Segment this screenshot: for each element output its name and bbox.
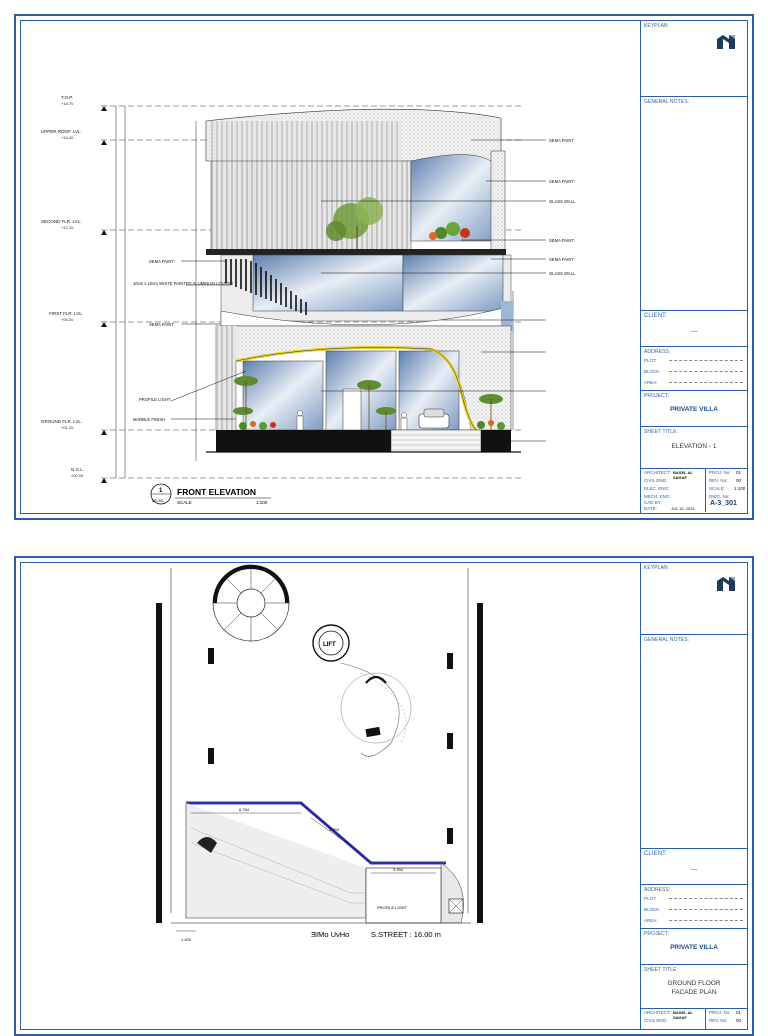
front-elevation-drawing — [21, 21, 635, 513]
sheet-title-value: GROUND FLOOR — [667, 980, 721, 987]
dwg-no-label: DWG. No: — [709, 494, 730, 499]
dim-label: 1.400 — [181, 937, 192, 942]
architect-label: ARCHITECT: — [644, 1010, 671, 1015]
level-name: T.O.P. — [61, 95, 73, 100]
entrance-door — [343, 389, 361, 430]
client-cell — [641, 311, 747, 347]
callout-label: SEMA PAINT — [149, 259, 174, 264]
area-label: AREA: — [644, 918, 658, 923]
project-cell — [641, 391, 747, 427]
client-value: --- — [690, 866, 698, 873]
callout-label: SEMA PAINT — [549, 257, 574, 262]
project-value: PRIVATE VILLA — [670, 944, 718, 951]
spiral-staircase — [213, 565, 289, 641]
ground-floor-facade-plan — [21, 563, 635, 1029]
callout-label: 10cm x 10cm WHITE PAINTED ALUMINUM LOUVER — [133, 281, 234, 286]
right-callouts — [549, 138, 576, 276]
level-name: GROUND FLR. LVL. — [41, 419, 83, 424]
mech-label: MECH. ENG: — [644, 494, 671, 499]
plot-label: PLOT: — [644, 896, 657, 901]
ground-glass-left — [243, 361, 323, 430]
view-title — [151, 484, 271, 505]
plan-svg — [21, 563, 635, 1029]
proj-no-label: PROJ. No: — [709, 1010, 731, 1015]
callout-label: GLASS WALL — [549, 199, 576, 204]
credits-cell — [641, 469, 747, 512]
view-number: 1 — [159, 488, 163, 494]
client-value: --- — [690, 328, 698, 335]
date-label: DATE: — [644, 506, 657, 511]
dwg-no-value: A-3_301 — [710, 500, 737, 507]
level-value: +12.20 — [61, 225, 74, 230]
architect-label: ARCHITECT: — [644, 470, 671, 475]
project-value: PRIVATE VILLA — [670, 406, 718, 413]
title-block — [640, 21, 747, 513]
view-ref: AR-301 — [152, 499, 164, 503]
company-logo-icon — [717, 35, 735, 49]
level-value: ±00.00 — [71, 473, 84, 478]
level-name: FIRST FLR. LVL. — [49, 311, 84, 316]
level-value: +01.20 — [61, 425, 74, 430]
street-label: S.STREET : 16.00 m — [371, 930, 441, 939]
lift-core — [313, 625, 349, 661]
credits-cell — [641, 1009, 747, 1029]
scale-label: SCALE: — [709, 486, 726, 491]
callout-label: SEMA PAINT — [149, 322, 174, 327]
garage-ramp — [391, 430, 481, 452]
block-label: BLOCK: — [644, 369, 661, 374]
sheet-title-label: SHEET TITLE: — [644, 967, 679, 973]
client-label: CLIENT: — [644, 313, 668, 319]
proj-no-value: 01 — [736, 470, 742, 475]
project-label: PROJECT: — [644, 393, 669, 399]
date-value: JUL 15, 2024 — [671, 506, 695, 511]
street-mirror-text: ƎIMo UvHo — [311, 930, 350, 939]
view-title-text: FRONT ELEVATION — [177, 487, 257, 497]
left-wall — [156, 603, 162, 923]
elevation-svg — [21, 21, 635, 513]
general-notes-label: GENERAL NOTES: — [644, 637, 690, 643]
title-block — [640, 563, 747, 1029]
right-wall — [477, 603, 483, 923]
dim-label: 3.094 — [329, 827, 340, 832]
address-cell — [641, 885, 747, 929]
scale-word: SCALE — [177, 500, 192, 505]
lift-label: LIFT — [323, 642, 336, 648]
level-name: SECOND FLR. LVL. — [41, 219, 82, 224]
columns — [208, 648, 453, 844]
sheet-title-cell — [641, 965, 747, 1009]
project-label: PROJECT: — [644, 931, 669, 937]
architect-value: BASEL AL SAHAF — [673, 1010, 693, 1020]
callout-label: PROFILE LIGHT — [139, 397, 171, 402]
address-label: ADDRESS: — [644, 349, 671, 355]
slab-line — [206, 249, 506, 255]
callout-label: SEMA PAINT — [549, 138, 574, 143]
level-labels — [41, 95, 84, 478]
rev-no-label: REV. No: — [709, 478, 728, 483]
sheet-title-value: ELEVATION - 1 — [671, 443, 717, 450]
rev-no-value: 00 — [736, 1018, 742, 1023]
keyplan-label: KEYPLAN — [644, 565, 668, 571]
callout-label: GLASS WALL — [549, 271, 576, 276]
general-notes-label: GENERAL NOTES: — [644, 99, 690, 105]
level-markers — [101, 106, 107, 483]
sheet-title-value: FACADE PLAN — [671, 989, 717, 996]
block-label: BLOCK: — [644, 907, 661, 912]
level-value: +06.20 — [61, 317, 74, 322]
facade-plan-sheet — [14, 556, 754, 1036]
sheet-title-cell — [641, 427, 747, 469]
proj-no-value: 01 — [736, 1010, 742, 1015]
level-value: +16.40 — [61, 135, 74, 140]
civil-label: CIVIL ENG: — [644, 478, 668, 483]
proj-no-label: PROJ. No: — [709, 470, 731, 475]
callout-label: SEMA PAINT — [549, 179, 574, 184]
area-label: AREA: — [644, 380, 658, 385]
rev-no-value: 00 — [736, 478, 742, 483]
elec-label: ELEC. ENG: — [644, 486, 670, 491]
sheet-title-label: SHEET TITLE: — [644, 429, 679, 435]
keyplan-label: KEYPLAN — [644, 23, 668, 29]
cad-label: CAD BY: — [644, 500, 662, 505]
dim-label: 3.294 — [393, 867, 404, 872]
scale-value: 1:100 — [734, 486, 746, 491]
rev-no-label: REV. No: — [709, 1018, 728, 1023]
client-label: CLIENT: — [644, 851, 668, 857]
profile-light-label: PROFILE LIGHT — [377, 905, 408, 910]
address-label: ADDRESS: — [644, 887, 671, 893]
callout-label: MARBLE FINISH — [133, 417, 166, 422]
general-notes-cell — [641, 97, 747, 311]
level-name: UPPER ROOF. LVL. — [41, 129, 82, 134]
client-cell — [641, 849, 747, 885]
keyplan-cell — [641, 21, 747, 97]
general-notes-cell — [641, 635, 747, 849]
callout-label: SEMA PAINT — [549, 238, 574, 243]
keyplan-cell — [641, 563, 747, 635]
architect-value: BASEL AL SAHAF — [673, 470, 693, 480]
civil-label: CIVIL ENG: — [644, 1018, 668, 1023]
plot-label: PLOT: — [644, 358, 657, 363]
scale-value: 1:100 — [256, 500, 268, 505]
elevation-sheet — [14, 14, 754, 520]
level-value: +18.70 — [61, 101, 74, 106]
company-logo-icon — [717, 577, 735, 591]
level-name: N.G.L. — [71, 467, 85, 472]
project-cell — [641, 929, 747, 965]
facade-edge — [186, 803, 464, 923]
address-cell — [641, 347, 747, 391]
base-plinth — [216, 430, 391, 452]
dim-label: 6.784 — [239, 807, 250, 812]
